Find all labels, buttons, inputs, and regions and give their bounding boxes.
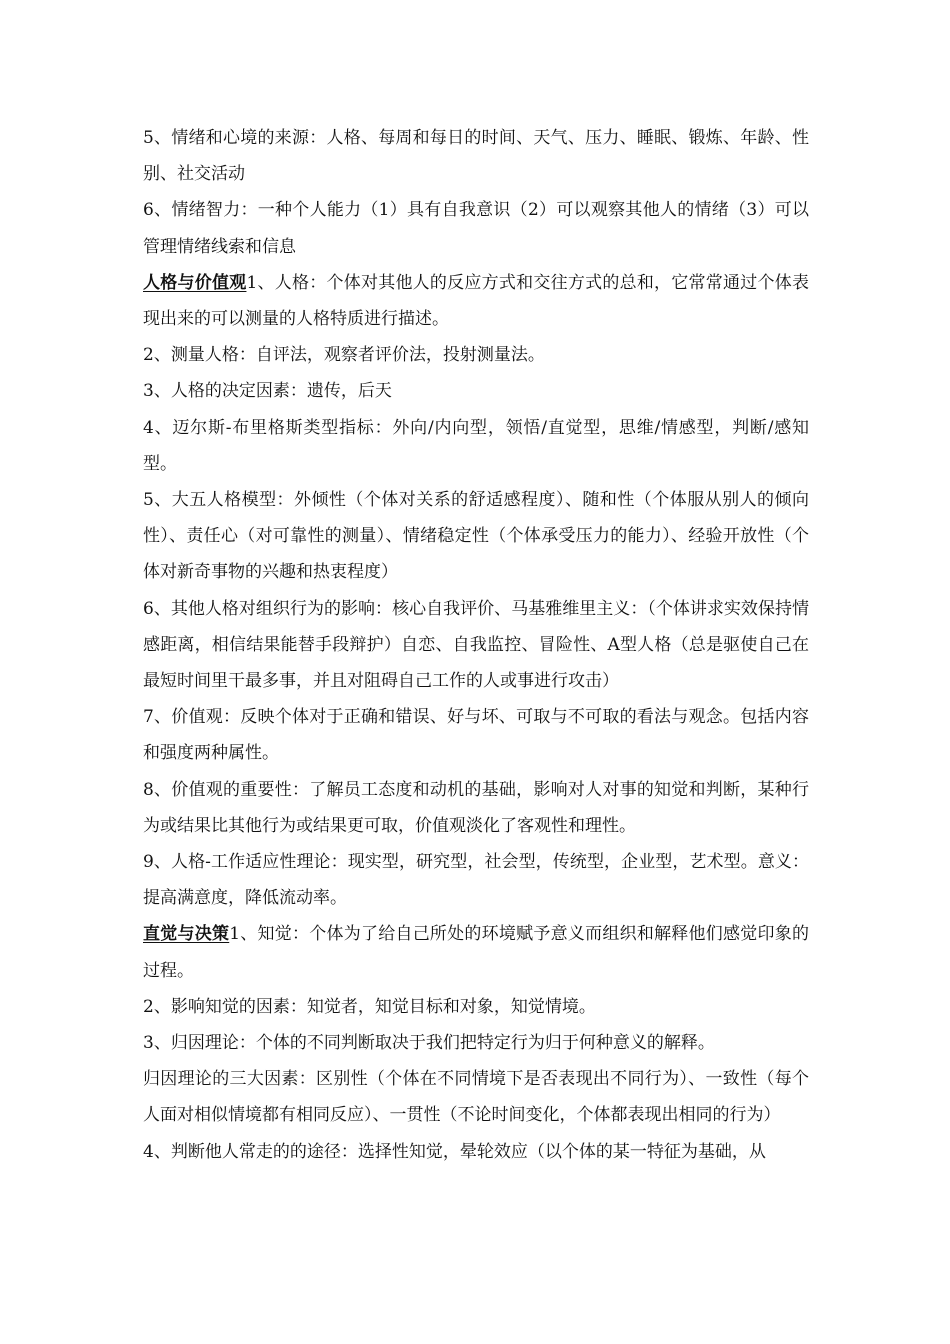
paragraph-values-importance (143, 772, 809, 844)
paragraph-perception-factors (143, 989, 809, 1025)
paragraph-text: 7、价值观：反映个体对于正确和错误、好与坏、可取与不可取的看法与观念。包括内容和强度两种属性。 (143, 707, 809, 764)
paragraph-text: 5、大五人格模型：外倾性（个体对关系的舒适感程度）、随和性（个体服从别人的倾向性）、责任心（对可靠性的测量）、情绪稳定性（个体承受压力的能力）、经验开放性（个体对新奇事物的兴趣和热衷程度） (143, 490, 809, 583)
paragraph-text: 2、测量人格：自评法，观察者评价法，投射测量法。 (143, 345, 545, 366)
document-page (143, 120, 809, 1170)
paragraph-text: 4、判断他人常走的的途径：选择性知觉，晕轮效应（以个体的某一特征为基础，从 (143, 1141, 766, 1162)
paragraph-text: 2、影响知觉的因素：知觉者，知觉目标和对象，知觉情境。 (143, 996, 596, 1017)
paragraph-text: 4、迈尔斯-布里格斯类型指标：外向/内向型，领悟/直觉型，思维/情感型，判断/感知型。 (143, 417, 809, 474)
paragraph-person-job-fit (143, 844, 809, 916)
section-heading-perception-decision: 直觉与决策 (143, 924, 230, 945)
paragraph-text: 1、人格：个体对其他人的反应方式和交往方式的总和，它常常通过个体表现出来的可以测量的人格特质进行描述。 (143, 272, 809, 330)
paragraph-text: 归因理论的三大因素：区别性（个体在不同情境下是否表现出不同行为）、一致性（每个人面对相似情境都有相同反应）、一贯性（不论时间变化，个体都表现出相同的行为） (143, 1069, 809, 1126)
paragraph-text: 3、归因理论：个体的不同判断取决于我们把特定行为归于何种意义的解释。 (143, 1033, 715, 1054)
paragraph-values-definition (143, 699, 809, 771)
paragraph-perception-definition (143, 916, 809, 988)
paragraph-mbti (143, 410, 809, 482)
paragraph-text: 8、价值观的重要性：了解员工态度和动机的基础，影响对人对事的知觉和判断，某种行为或结果比其他行为或结果更可取，价值观淡化了客观性和理性。 (143, 779, 809, 836)
paragraph-measure-personality (143, 337, 809, 373)
paragraph-personality-definition (143, 265, 809, 337)
paragraph-attribution-theory (143, 1025, 809, 1061)
paragraph-text: 3、人格的决定因素：遗传，后天 (143, 381, 392, 402)
paragraph-text: 6、情绪智力：一种个人能力（1）具有自我意识（2）可以观察其他人的情绪（3）可以管理情绪线索和信息 (143, 200, 809, 257)
paragraph-text: 9、人格-工作适应性理论：现实型，研究型，社会型，传统型，企业型，艺术型。意义：提高满意度，降低流动率。 (143, 852, 809, 909)
section-heading-personality-values: 人格与价值观 (143, 272, 247, 293)
paragraph-attribution-factors (143, 1061, 809, 1133)
paragraph-judging-others (143, 1134, 809, 1170)
paragraph-emotional-intelligence (143, 192, 809, 264)
paragraph-text: 6、其他人格对组织行为的影响：核心自我评价、马基雅维里主义：（个体讲求实效保持情感距离，相信结果能替手段辩护）自恋、自我监控、冒险性、A型人格（总是驱使自己在最短时间里干最多事，并且对阻碍自己工作的人或事进行攻击） (143, 598, 809, 692)
paragraph-big-five (143, 482, 809, 591)
paragraph-text: 5、情绪和心境的来源：人格、每周和每日的时间、天气、压力、睡眠、锻炼、年龄、性别、社交活动 (143, 128, 809, 185)
paragraph-mood-sources (143, 120, 809, 192)
paragraph-other-traits (143, 591, 809, 700)
paragraph-personality-determinants (143, 373, 809, 409)
paragraph-text: 1、知觉：个体为了给自己所处的环境赋予意义而组织和解释他们感觉印象的过程。 (143, 924, 809, 981)
